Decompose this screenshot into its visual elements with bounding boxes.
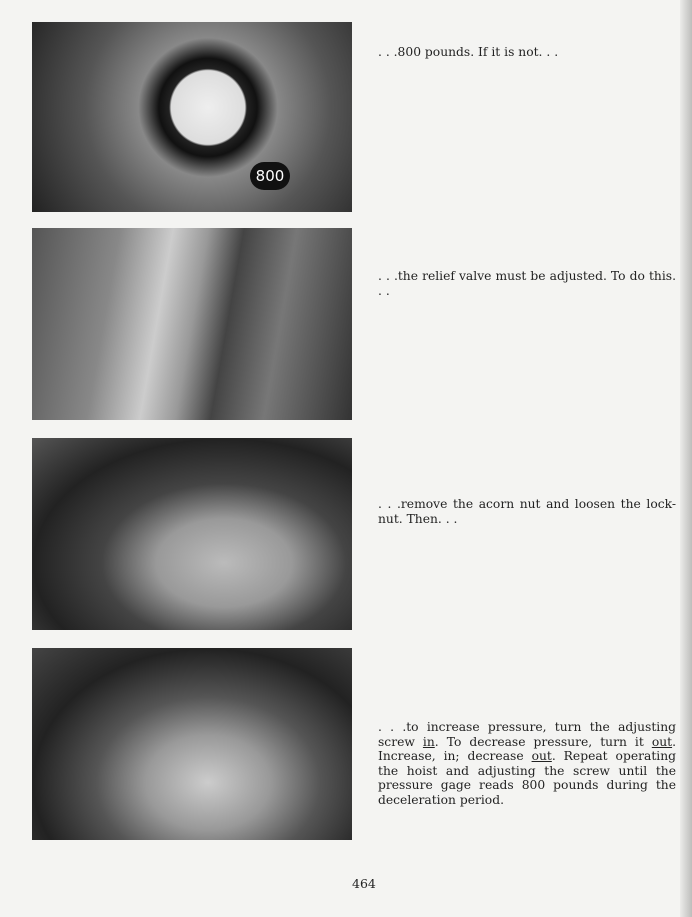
caption-text: . Repeat operating the hoist and adjusting the screw until the pressure gage reads 800 pounds during the deceleration period. xyxy=(378,749,676,807)
page-edge-shadow xyxy=(680,0,692,917)
page-number: 464 xyxy=(352,876,376,891)
photo-relief-valve xyxy=(32,228,352,420)
emphasis-in: in xyxy=(422,734,435,749)
caption-text: . Increase, in; decrease xyxy=(378,734,676,764)
gage-reading-callout: 800 xyxy=(250,162,290,190)
caption-4 xyxy=(378,720,676,808)
photo-remove-acorn-nut xyxy=(32,438,352,630)
caption-3: . . .remove the acorn nut and loosen the lock-nut. Then. . . xyxy=(378,497,676,526)
photo-adjusting-screw xyxy=(32,648,352,840)
caption-2: . . .the relief valve must be adjusted. To do this. . . xyxy=(378,269,676,298)
emphasis-out: out xyxy=(651,734,673,749)
photo-pressure-gage xyxy=(32,22,352,212)
emphasis-out: out xyxy=(531,749,552,764)
caption-text: . To decrease pressure, turn it xyxy=(434,734,652,749)
caption-text: . . .to increase pressure, turn the adjusting screw xyxy=(378,720,676,749)
caption-1: . . .800 pounds. If it is not. . . xyxy=(378,45,559,59)
